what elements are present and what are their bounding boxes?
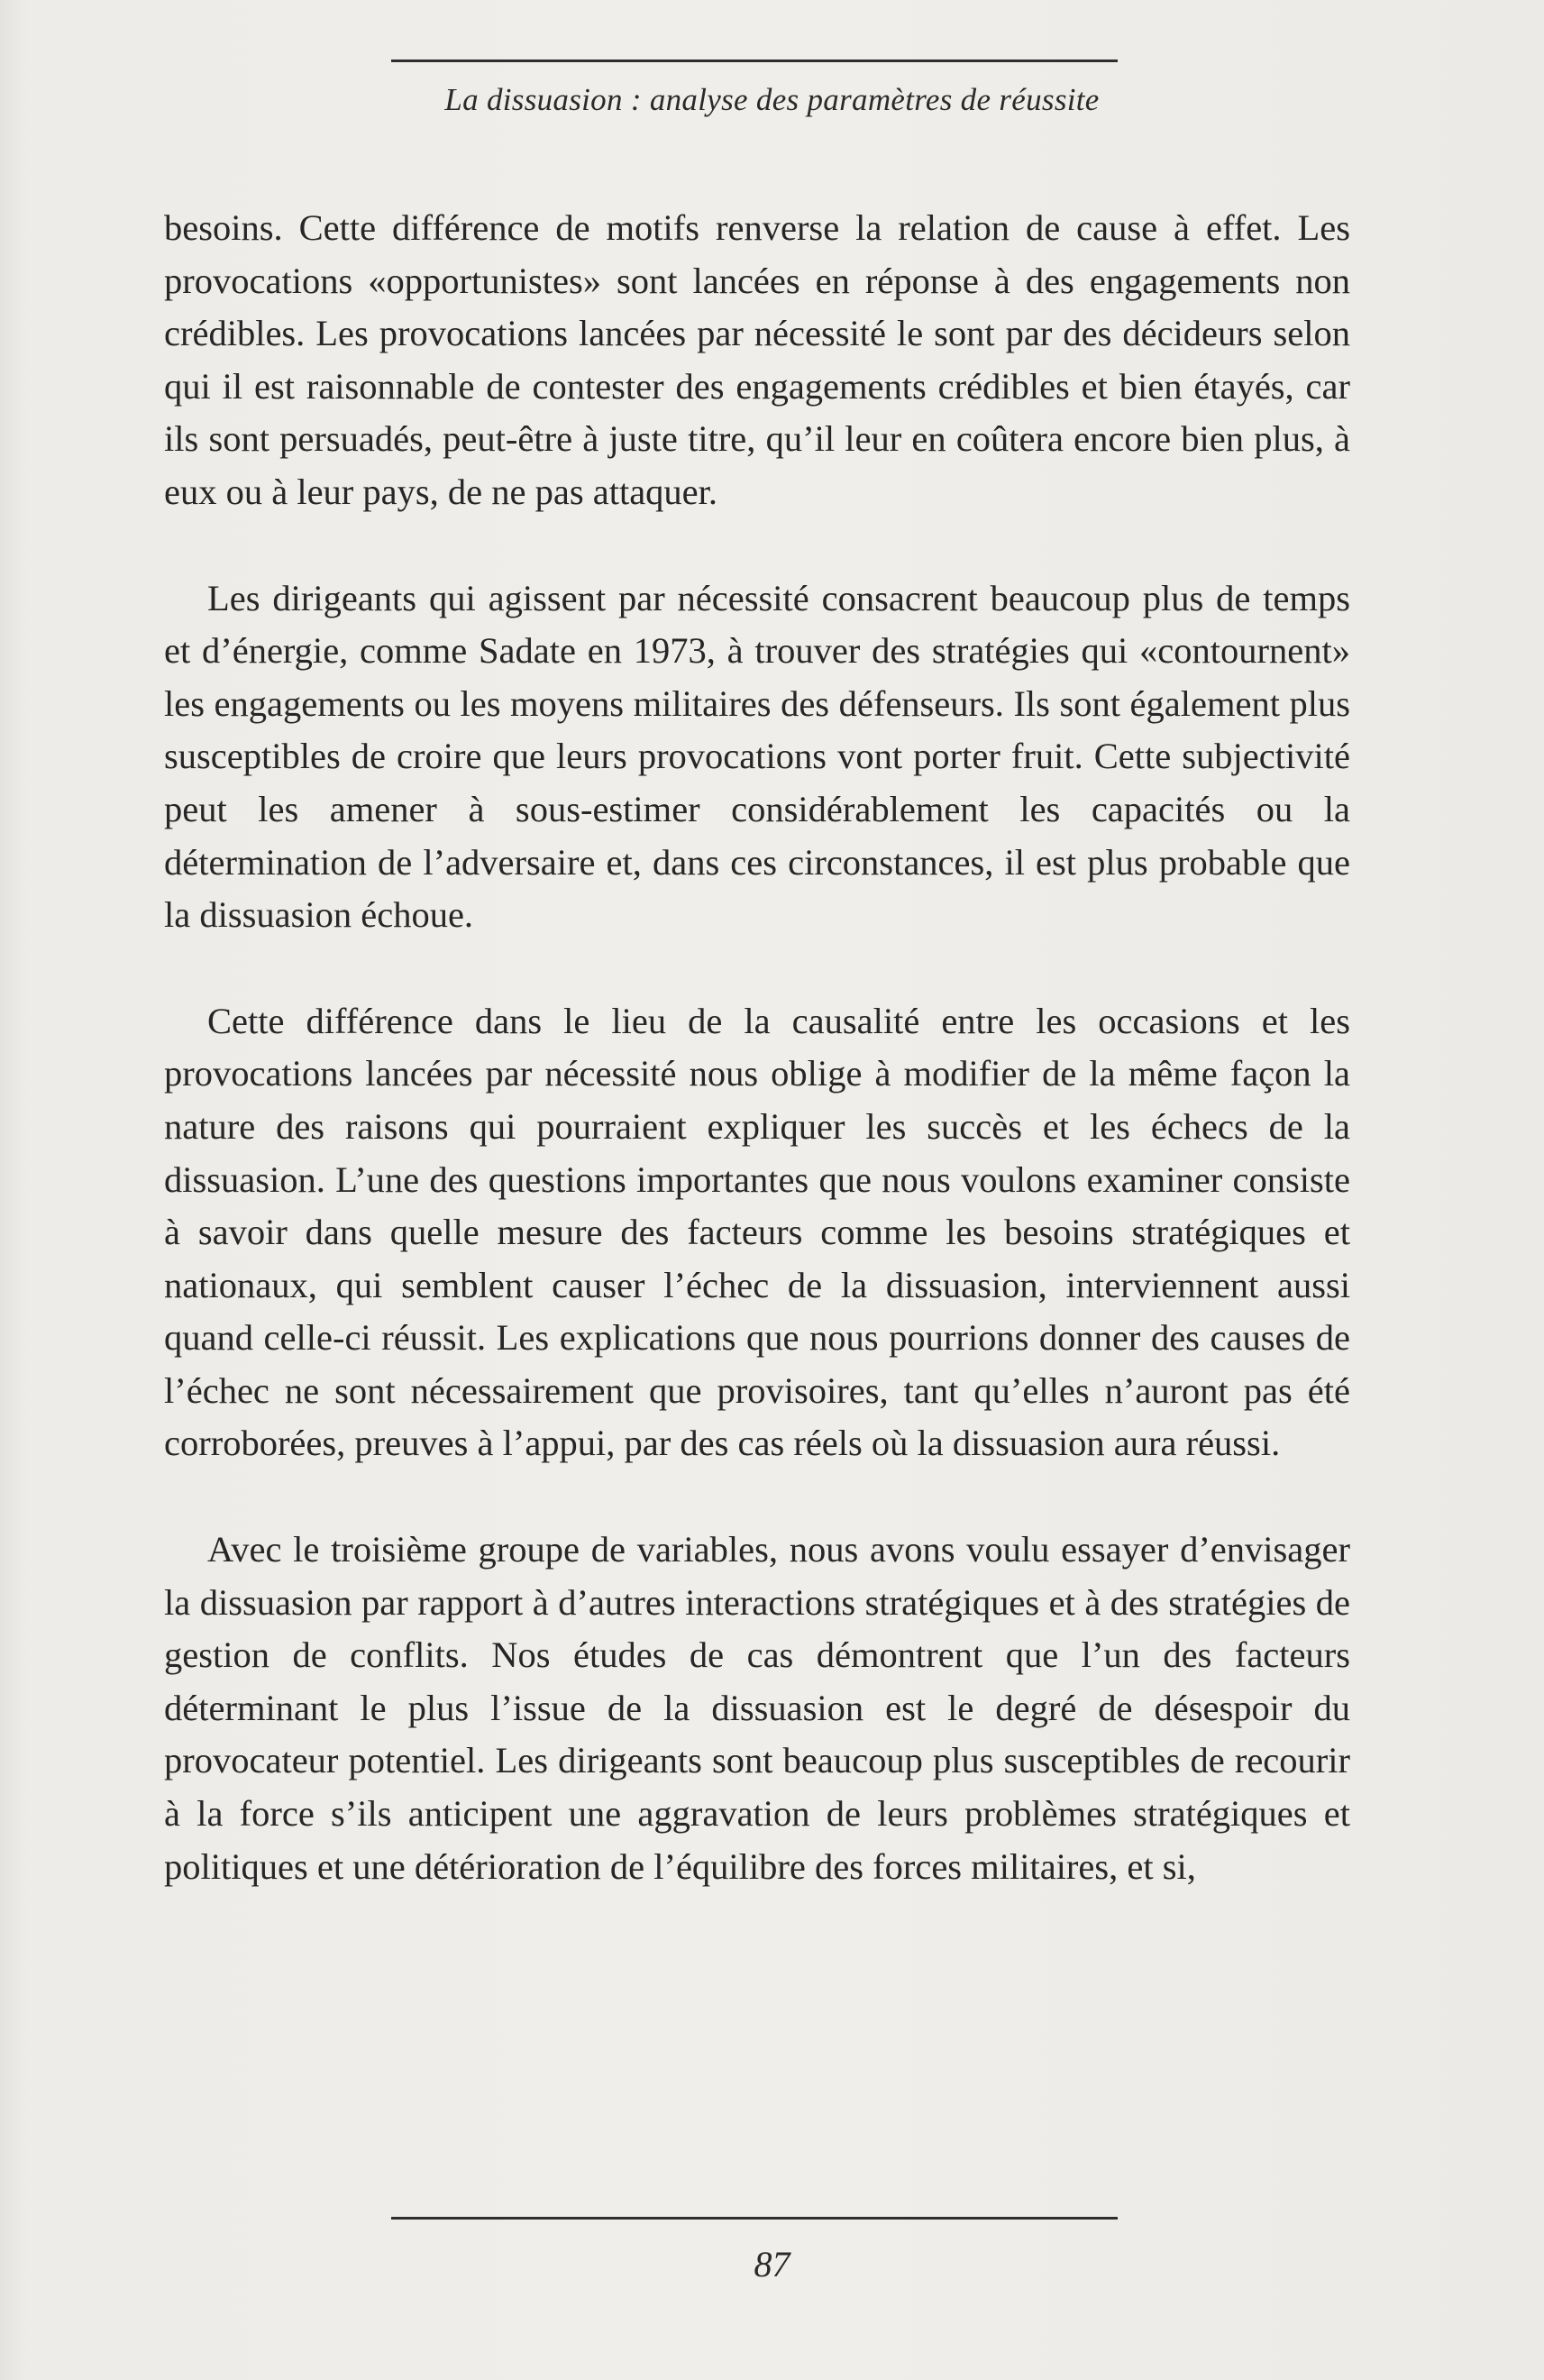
running-header: La dissuasion : analyse des paramètres de réussite [444,82,1100,117]
page-number: 87 [754,2244,790,2284]
body-text [164,202,1350,1893]
paragraph-1: besoins. Cette différence de motifs renverse la relation de cause à effet. Les provocations «opportunistes» sont lancées en réponse à des engagements non crédibles. Les provocations lancées par nécessité le sont par des décideurs selon qui il est raisonnable de contester des engagements crédibles et bien étayés, car ils sont persuadés, peut-être à juste titre, qu’il leur en coûtera encore bien plus, à eux ou à leur pays, de ne pas attaquer. [164,207,1350,512]
header-rule [391,60,1118,62]
footer-rule [391,2217,1118,2220]
paragraph-4: Avec le troisième groupe de variables, nous avons voulu essayer d’envisager la dissuasion par rapport à d’autres interactions stratégiques et à des stratégies de gestion de conflits. Nos études de cas démontrent que l’un des facteurs déterminant le plus l’issue de la dissuasion est le degré de désespoir du provocateur potentiel. Les dirigeants sont beaucoup plus susceptibles de recourir à la force s’ils anticipent une aggravation de leurs problèmes stratégiques et politiques et une détérioration de l’équilibre des forces militaires, et si, [164,1529,1350,1887]
paragraph-3: Cette différence dans le lieu de la causalité entre les occasions et les provocations lancées par nécessité nous oblige à modifier de la même façon la nature des raisons qui pourraient expliquer les succès et les échecs de la dissuasion. L’une des questions importantes que nous voulons examiner consiste à savoir dans quelle mesure des facteurs comme les besoins stratégiques et nationaux, qui semblent causer l’échec de la dissuasion, interviennent aussi quand celle-ci réussit. Les explications que nous pourrions donner des causes de l’échec ne sont nécessairement que provisoires, tant qu’elles n’auront pas été corroborées, preuves à l’appui, par des cas réels où la dissuasion aura réussi. [164,1000,1350,1464]
paragraph-2: Les dirigeants qui agissent par nécessité consacrent beaucoup plus de temps et d’énergie, comme Sadate en 1973, à trouver des stratégies qui «contournent» les engagements ou les moyens militaires des défenseurs. Ils sont également plus susceptibles de croire que leurs provocations vont porter fruit. Cette subjectivité peut les amener à sous-estimer considérablement les capacités ou la détermination de l’adversaire et, dans ces circonstances, il est plus probable que la dissuasion échoue. [164,577,1350,936]
